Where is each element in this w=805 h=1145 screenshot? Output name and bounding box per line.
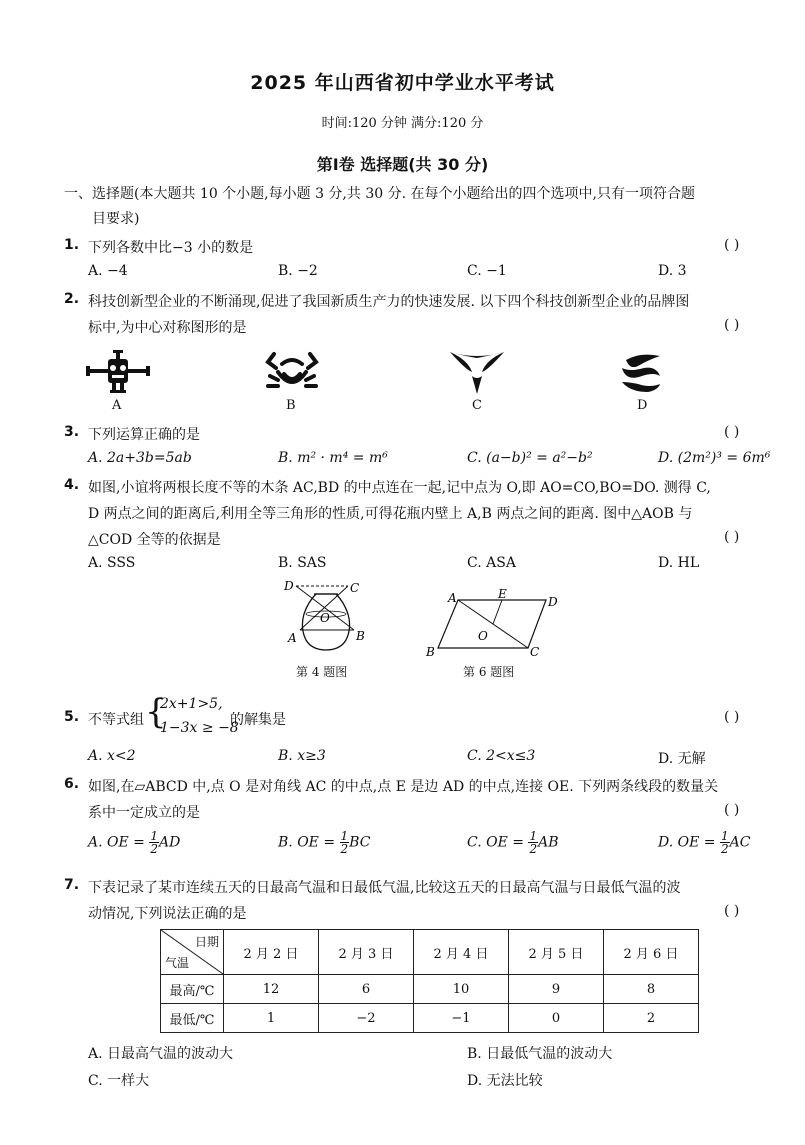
q4-number: 4. (64, 477, 80, 493)
fraction-denominator: 2 (150, 842, 158, 856)
table-cell: −1 (414, 1004, 509, 1033)
q6-option-b-rhs: BC (349, 834, 371, 851)
q4-stem-line3: △COD 全等的依据是 (88, 532, 221, 548)
q1-option-b[interactable]: B. −2 (278, 263, 318, 279)
corner-label-date: 日期 (194, 935, 219, 949)
fig6-label-o: O (478, 629, 488, 643)
q3-stem: 下列运算正确的是 (88, 427, 200, 443)
q1-option-a[interactable]: A. −4 (88, 263, 128, 279)
fraction-numerator: 1 (340, 829, 349, 843)
q5-option-a[interactable]: A. x<2 (88, 748, 136, 764)
q3-option-b[interactable]: B. m² · m⁴ = m⁶ (278, 450, 388, 466)
fraction-numerator: 1 (529, 829, 538, 843)
table-row-label: 最低/℃ (161, 1004, 224, 1033)
q7-number: 7. (64, 877, 80, 893)
table-cell: 10 (414, 975, 509, 1004)
q6-option-c-rhs: AB (538, 834, 559, 851)
q1-answer-blank[interactable]: ( ) (724, 237, 740, 253)
table-row-label: 最高/℃ (161, 975, 224, 1004)
fig4-label-c: C (350, 581, 360, 595)
fraction-denominator: 2 (529, 842, 538, 856)
fig6-label-c: C (530, 645, 540, 659)
logo-label-c: C (472, 398, 482, 413)
figure-6-caption: 第 6 题图 (463, 665, 515, 679)
q4-option-c[interactable]: C. ASA (467, 555, 516, 571)
q5-option-d[interactable]: D. 无解 (658, 751, 706, 767)
q4-answer-blank[interactable]: ( ) (724, 529, 740, 545)
fig6-label-d: D (548, 595, 558, 609)
fraction-one-half (149, 830, 159, 855)
table-cell: 8 (604, 975, 699, 1004)
q6-number: 6. (64, 776, 80, 792)
logo-label-a: A (112, 398, 122, 413)
q6-option-d-rhs: AC (729, 834, 751, 851)
fig6-label-e: E (498, 588, 507, 601)
table-cell: 2 (604, 1004, 699, 1033)
q7-answer-blank[interactable]: ( ) (724, 903, 740, 919)
q4-stem-line2: D 两点之间的距离后,利用全等三角形的性质,可得花瓶内壁上 A,B 两点之间的距离. 图中△AOB 与 (88, 506, 693, 522)
corner-label-temp: 气温 (165, 956, 190, 970)
q6-option-b-lhs: B. OE = (278, 834, 336, 851)
table-corner-cell (161, 930, 224, 975)
q5-inequality-2: 1−3x ≥ −8 (160, 720, 239, 736)
exam-title: 2025 年山西省初中学业水平考试 (250, 72, 555, 94)
fraction-numerator: 1 (150, 829, 158, 843)
table-row (161, 975, 699, 1004)
section-intro-line2: 目要求) (92, 211, 140, 227)
swirl-logo-icon[interactable] (620, 352, 662, 394)
q6-option-c-lhs: C. OE = (467, 834, 524, 851)
q4-option-b[interactable]: B. SAS (278, 555, 327, 571)
q7-option-a[interactable]: A. 日最高气温的波动大 (88, 1046, 234, 1062)
q3-option-a[interactable]: A. 2a+3b=5ab (88, 450, 192, 466)
q3-option-d[interactable]: D. (2m²)³ = 6m⁶ (658, 450, 771, 466)
q1-stem: 下列各数中比−3 小的数是 (88, 240, 254, 256)
exam-time-score: 时间:120 分钟 满分:120 分 (321, 116, 484, 131)
figure-4-caption: 第 4 题图 (296, 665, 348, 679)
fig6-label-b: B (426, 645, 435, 659)
table-row (161, 1004, 699, 1033)
fig4-label-o: O (320, 611, 330, 625)
q5-option-b[interactable]: B. x≥3 (278, 748, 326, 764)
fraction-one-half (720, 830, 730, 855)
table-header-cell: 2 月 3 日 (319, 930, 414, 975)
q7-stem-line2: 动情况,下列说法正确的是 (88, 906, 247, 922)
table-cell: −2 (319, 1004, 414, 1033)
q5-answer-blank[interactable]: ( ) (724, 709, 740, 725)
table-header-cell: 2 月 4 日 (414, 930, 509, 975)
q3-answer-blank[interactable]: ( ) (724, 424, 740, 440)
q7-option-d[interactable]: D. 无法比较 (467, 1073, 543, 1089)
three-petal-logo-icon[interactable] (448, 350, 506, 396)
table-cell: 1 (224, 1004, 319, 1033)
q4-stem-line1: 如图,小谊将两根长度不等的木条 AC,BD 的中点连在一起,记中点为 O,即 AO=CO,BO=DO. 测得 C, (88, 480, 711, 496)
q6-stem-line1: 如图,在▱ABCD 中,点 O 是对角线 AC 的中点,点 E 是边 AD 的中点,连接 OE. 下列两条线段的数量关 (88, 779, 719, 795)
q6-option-a[interactable] (88, 830, 180, 855)
table-cell: 0 (509, 1004, 604, 1033)
q7-option-b[interactable]: B. 日最低气温的波动大 (467, 1046, 613, 1062)
q6-answer-blank[interactable]: ( ) (724, 802, 740, 818)
fraction-denominator: 2 (720, 842, 729, 856)
table-header-row (161, 930, 699, 975)
fig6-label-a: A (448, 591, 457, 605)
fraction-one-half (340, 830, 350, 855)
q5-prefix: 不等式组 (88, 712, 144, 728)
q6-option-c[interactable] (467, 830, 559, 855)
robot-logo-icon[interactable] (86, 350, 150, 396)
q6-option-a-lhs: A. OE = (88, 834, 145, 851)
table-cell: 12 (224, 975, 319, 1004)
q6-option-a-rhs: AD (158, 834, 181, 851)
figure-6-parallelogram-diagram (424, 588, 564, 660)
q5-option-c[interactable]: C. 2<x≤3 (467, 748, 536, 764)
q1-number: 1. (64, 237, 80, 253)
q5-inequality-1: 2x+1>5, (160, 696, 223, 712)
section-title: 第Ⅰ卷 选择题(共 30 分) (316, 155, 489, 174)
temperature-table (160, 929, 699, 1033)
q6-option-d-lhs: D. OE = (658, 834, 716, 851)
q2-stem-line1: 科技创新型企业的不断涌现,促进了我国新质生产力的快速发展. 以下四个科技创新型企业的品牌图 (88, 294, 690, 310)
fraction-numerator: 1 (720, 829, 729, 843)
fraction-denominator: 2 (340, 842, 349, 856)
logo-label-d: D (637, 398, 648, 413)
q2-number: 2. (64, 291, 80, 307)
q2-answer-blank[interactable]: ( ) (724, 317, 740, 333)
q4-option-d[interactable]: D. HL (658, 555, 700, 571)
q2-stem-line2: 标中,为中心对称图形的是 (88, 320, 247, 336)
q6-stem-line2: 系中一定成立的是 (88, 805, 200, 821)
crab-logo-icon[interactable] (264, 350, 320, 396)
table-header-cell: 2 月 2 日 (224, 930, 319, 975)
fig4-label-b: B (356, 629, 365, 643)
fraction-one-half (528, 830, 538, 855)
q5-system-brace: { (145, 692, 167, 732)
table-header-cell: 2 月 6 日 (604, 930, 699, 975)
q5-number: 5. (64, 709, 80, 725)
q6-option-b[interactable] (278, 830, 370, 855)
q3-number: 3. (64, 424, 80, 440)
q5-suffix: 的解集是 (230, 712, 286, 728)
q1-option-d[interactable]: D. 3 (658, 263, 687, 279)
fig4-label-d: D (284, 579, 294, 593)
table-cell: 9 (509, 975, 604, 1004)
q7-stem-line1: 下表记录了某市连续五天的日最高气温和日最低气温,比较这五天的日最高气温与日最低气温的波 (88, 880, 681, 896)
fig4-label-a: A (288, 631, 297, 645)
q3-option-c[interactable]: C. (a−b)² = a²−b² (467, 450, 593, 466)
figure-4-vase-diagram (282, 578, 372, 662)
q7-option-c[interactable]: C. 一样大 (88, 1073, 150, 1089)
logo-label-b: B (286, 398, 296, 413)
section-intro-line1: 一、选择题(本大题共 10 个小题,每小题 3 分,共 30 分. 在每个小题给出的四个选项中,只有一项符合题 (64, 186, 695, 202)
q1-option-c[interactable]: C. −1 (467, 263, 507, 279)
table-cell: 6 (319, 975, 414, 1004)
table-header-cell: 2 月 5 日 (509, 930, 604, 975)
q6-option-d[interactable] (658, 830, 750, 855)
q4-option-a[interactable]: A. SSS (88, 555, 136, 571)
